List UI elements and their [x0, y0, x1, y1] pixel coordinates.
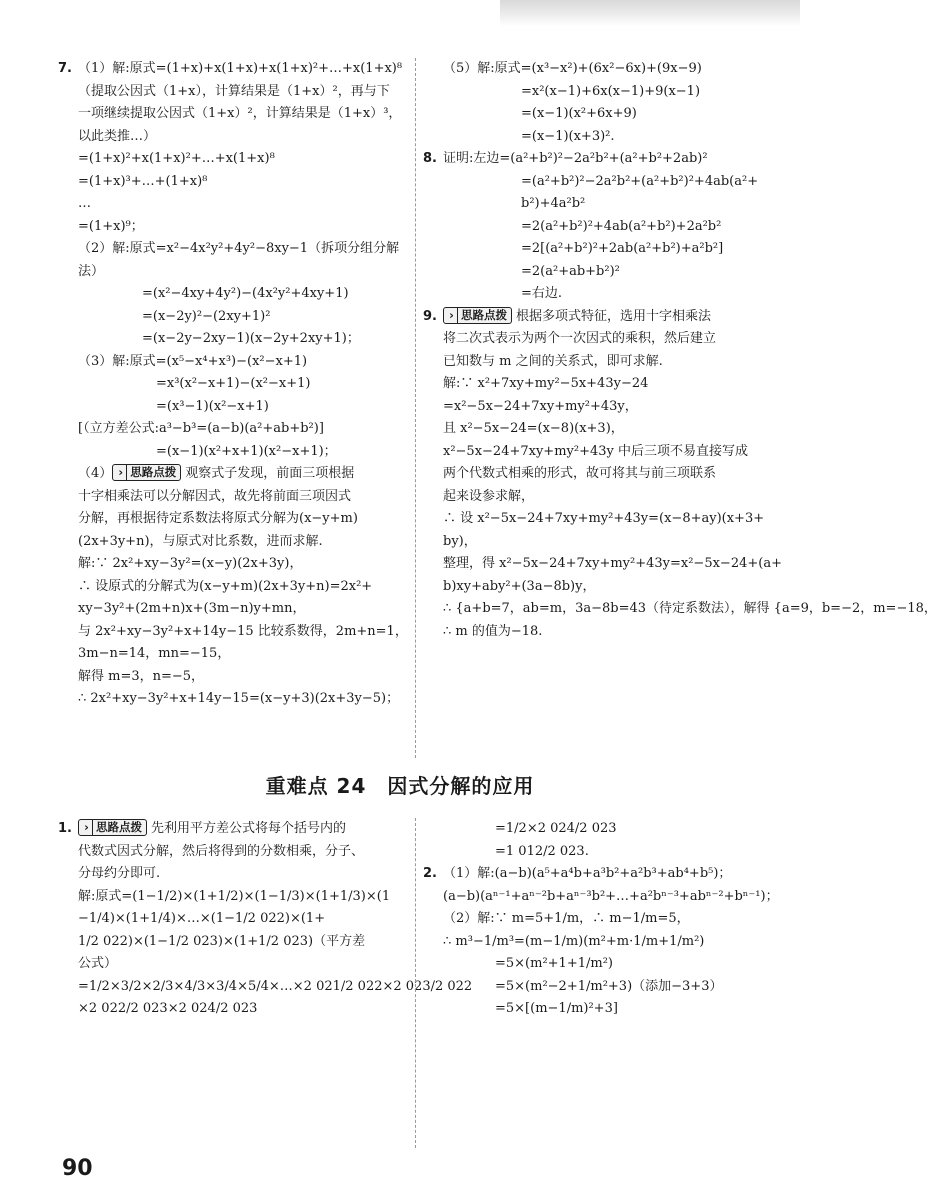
text-line	[425, 998, 785, 1021]
line-text: 两个代数式相乘的形式，故可将其与前三项联系	[443, 466, 717, 481]
text-line	[425, 238, 785, 261]
line-text: =1 012/2 023.	[495, 843, 589, 859]
line-text: =5×(m²+1+1/m²)	[495, 956, 613, 971]
text-line	[425, 863, 785, 886]
text-line	[425, 396, 785, 419]
line-text: 整理，得 x²−5x−24+7xy+my²+43y=x²−5x−24+(a+	[443, 556, 782, 571]
line-text: xy−3y²+(2m+n)x+(3m−n)y+mn，	[78, 601, 306, 616]
text-line	[425, 576, 785, 599]
line-text: 3m−n=14，mn=−15，	[78, 646, 231, 661]
line-text: 起来设参求解，	[443, 488, 535, 504]
problem-number: 2.	[423, 866, 437, 881]
line-text: =x²−5x−24+7xy+my²+43y，	[443, 398, 638, 414]
line-text: 已知数与 m 之间的关系式，即可求解.	[443, 353, 663, 369]
text-line	[425, 508, 785, 531]
chevron-right-icon: ›	[115, 465, 127, 480]
line-text: −1/4)×(1+1/4)×…×(1−1/2 022)×(1+	[78, 911, 326, 926]
bottom-column-divider	[415, 818, 416, 1148]
chevron-right-icon: ›	[446, 308, 458, 323]
line-text: 观察式子发现，前面三项根据	[185, 466, 355, 481]
line-text: =1/2×3/2×2/3×4/3×3/4×5/4×…×2 021/2 022×2 023/2 022	[78, 978, 473, 994]
text-line	[425, 463, 785, 486]
problem-number: 8.	[423, 151, 437, 166]
line-text: [（立方差公式:a³−b³=(a−b)(a²+ab+b²)]	[78, 421, 324, 436]
line-text: （4）	[78, 466, 113, 481]
problem-number: 1.	[58, 821, 72, 836]
text-line	[60, 998, 405, 1021]
text-line	[425, 373, 785, 396]
text-line	[425, 216, 785, 239]
text-line	[425, 58, 785, 81]
text-line	[60, 58, 405, 81]
text-line	[425, 531, 785, 554]
line-text: 分母约分即可.	[78, 866, 161, 881]
line-text: （1）解:原式=(1+x)+x(1+x)+x(1+x)²+…+x(1+x)⁸	[78, 61, 403, 76]
line-text: =2[(a²+b²)²+2ab(a²+b²)+a²b²]	[521, 241, 724, 256]
line-text: =(x−1)(x+3)².	[521, 128, 615, 144]
hint-tag	[78, 819, 147, 836]
line-text: 十字相乘法可以分解因式，故先将前面三项因式	[78, 488, 352, 504]
text-line	[60, 666, 405, 689]
text-line	[60, 81, 405, 104]
line-text: =(x³−1)(x²−x+1)	[156, 398, 269, 414]
line-text: （提取公因式（1+x），计算结果是（1+x）²，再与下	[78, 83, 390, 99]
line-text: 与 2x²+xy−3y²+x+14y−15 比较系数得，2m+n=1，	[78, 623, 408, 639]
line-text: …	[78, 196, 91, 211]
line-text: 根据多项式特征，选用十字相乘法	[516, 308, 712, 324]
line-text: =(a²+b²)²−2a²b²+(a²+b²)²+4ab(a²+	[521, 173, 759, 189]
hint-tag-label: 思路点拨	[96, 820, 142, 834]
line-text: 1/2 022)×(1−1/2 023)×(1+1/2 023)（平方差	[78, 933, 366, 949]
text-line	[425, 553, 785, 576]
line-text: =(x²−4xy+4y²)−(4x²y²+4xy+1)	[142, 286, 349, 301]
problem-number: 9.	[423, 308, 437, 324]
line-text: =2(a²+b²)²+4ab(a²+b²)+2a²b²	[521, 218, 722, 234]
line-text: =5×[(m−1/m)²+3]	[495, 1001, 618, 1016]
text-line	[60, 886, 405, 909]
text-line	[425, 283, 785, 306]
page-number: 90	[62, 1156, 93, 1181]
bottom-right-column	[425, 818, 785, 1021]
hint-tag	[112, 464, 181, 481]
line-text: （3）解:原式=(x⁵−x⁴+x³)−(x²−x+1)	[78, 353, 308, 369]
top-column-divider	[415, 58, 416, 758]
line-text: =(x−2y−2xy−1)(x−2y+2xy+1)；	[142, 331, 360, 346]
bottom-left-column	[58, 818, 473, 1021]
text-line	[425, 953, 785, 976]
text-line	[425, 976, 785, 999]
text-line	[425, 931, 785, 954]
text-line	[425, 908, 785, 931]
line-text: =(x−1)(x²+x+1)(x²−x+1)；	[156, 443, 337, 459]
line-text: 法）	[78, 263, 105, 279]
text-line	[60, 818, 405, 841]
text-line	[60, 171, 405, 194]
page-corner-shadow	[500, 0, 800, 26]
text-line	[425, 103, 785, 126]
text-line	[60, 621, 408, 644]
text-line	[425, 886, 785, 909]
top-right-column	[423, 58, 937, 643]
text-line	[60, 126, 405, 149]
text-line	[60, 441, 405, 464]
line-text: 代数式因式分解，然后将得到的分数相乘，分子、	[78, 843, 365, 859]
line-text: 解:原式=(1−1/2)×(1+1/2)×(1−1/3)×(1+1/3)×(1	[78, 888, 391, 904]
line-text: ×2 022/2 023×2 024/2 023	[78, 1001, 258, 1016]
text-line	[60, 238, 405, 261]
text-line	[60, 953, 405, 976]
line-text: 以此类推…）	[78, 128, 157, 144]
text-line	[60, 328, 405, 351]
text-line	[425, 306, 785, 329]
line-text: 分解，再根据待定系数法将原式分解为(x−y+m)	[78, 511, 358, 526]
line-text: ∴ {a+b=7，ab=m，3a−8b=43（待定系数法），解得 {a=9，b=−2，m=−18，	[443, 601, 937, 616]
line-text: ∴ 2x²+xy−3y²+x+14y−15=(x−y+3)(2x+3y−5)；	[78, 691, 400, 706]
text-line	[60, 463, 405, 486]
line-text: （1）解:(a−b)(a⁵+a⁴b+a³b²+a²b³+ab⁴+b⁵)；	[443, 866, 732, 881]
line-text: 一项继续提取公因式（1+x）²，计算结果是（1+x）³，	[78, 106, 402, 121]
line-text: （2）解:原式=x²−4x²y²+4y²−8xy−1（拆项分组分解	[78, 241, 400, 256]
text-line	[60, 283, 405, 306]
text-line	[425, 261, 785, 284]
text-line	[425, 841, 785, 864]
text-line	[60, 598, 405, 621]
text-line	[60, 193, 405, 216]
text-line	[425, 818, 785, 841]
line-text: x²−5x−24+7xy+my²+43y 中后三项不易直接写成	[443, 443, 748, 459]
chevron-right-icon: ›	[81, 820, 93, 835]
line-text: 证明:左边=(a²+b²)²−2a²b²+(a²+b²+2ab)²	[443, 151, 708, 166]
text-line	[425, 621, 785, 644]
text-line	[60, 486, 405, 509]
text-line	[425, 486, 785, 509]
line-text: ∴ 设 x²−5x−24+7xy+my²+43y=(x−8+ay)(x+3+	[443, 511, 765, 526]
text-line	[425, 418, 785, 441]
text-line	[60, 688, 405, 711]
line-text: (a−b)(aⁿ⁻¹+aⁿ⁻²b+aⁿ⁻³b²+…+a²bⁿ⁻³+abⁿ⁻²+bⁿ⁻¹)；	[443, 888, 779, 904]
line-text: （2）解:∵ m=5+1/m，∴ m−1/m=5，	[443, 911, 690, 926]
line-text: =(x−2y)²−(2xy+1)²	[142, 308, 271, 324]
line-text: ∴ m³−1/m³=(m−1/m)(m²+m·1/m+1/m²)	[443, 933, 705, 949]
text-line	[425, 351, 785, 374]
text-line	[60, 418, 405, 441]
line-text: =5×(m²−2+1/m²+3)（添加−3+3）	[495, 978, 723, 994]
line-text: by)，	[443, 533, 477, 549]
line-text: 公式）	[78, 956, 118, 971]
text-line	[60, 306, 405, 329]
line-text: =1/2×2 024/2 023	[495, 821, 617, 836]
text-line	[60, 841, 405, 864]
text-line	[60, 261, 405, 284]
hint-tag-label: 思路点拨	[461, 307, 507, 322]
line-text: 解:∵ 2x²+xy−3y²=(x−y)(2x+3y)，	[78, 556, 303, 571]
line-text: =(1+x)³+…+(1+x)⁸	[78, 173, 208, 189]
text-line	[425, 171, 785, 194]
line-text: =(1+x)⁹；	[78, 218, 144, 234]
text-line	[60, 576, 405, 599]
line-text: （5）解:原式=(x³−x²)+(6x²−6x)+(9x−9)	[443, 61, 702, 76]
text-line	[425, 441, 785, 464]
line-text: b²)+4a²b²	[521, 196, 586, 211]
text-line	[425, 598, 937, 621]
section-title: 重难点 24 因式分解的应用	[265, 774, 535, 798]
text-line	[60, 553, 405, 576]
text-line	[425, 81, 785, 104]
text-line	[60, 931, 405, 954]
line-text: 先利用平方差公式将每个括号内的	[151, 821, 347, 836]
text-line	[60, 103, 405, 126]
problem-number: 7.	[58, 61, 72, 76]
line-text: 解得 m=3，n=−5，	[78, 668, 205, 684]
text-line	[60, 863, 405, 886]
top-left-column	[58, 58, 408, 711]
line-text: =(1+x)²+x(1+x)²+…+x(1+x)⁸	[78, 151, 275, 166]
line-text: =x³(x²−x+1)−(x²−x+1)	[156, 376, 311, 391]
text-line	[425, 148, 785, 171]
text-line	[425, 328, 785, 351]
text-line	[425, 126, 785, 149]
line-text: =右边.	[521, 286, 563, 301]
text-line	[60, 373, 405, 396]
text-line	[60, 396, 405, 419]
text-line	[60, 908, 405, 931]
line-text: 解:∵ x²+7xy+my²−5x+43y−24	[443, 376, 649, 391]
text-line	[60, 351, 405, 374]
hint-tag-label: 思路点拨	[130, 465, 177, 479]
hint-tag	[443, 307, 512, 324]
text-line	[60, 976, 473, 999]
line-text: 且 x²−5x−24=(x−8)(x+3)，	[443, 421, 624, 436]
line-text: ∴ m 的值为−18.	[443, 623, 543, 639]
text-line	[425, 193, 785, 216]
line-text: =2(a²+ab+b²)²	[521, 263, 620, 279]
text-line	[60, 148, 405, 171]
text-line	[60, 531, 405, 554]
line-text: (2x+3y+n)，与原式对比系数，进而求解.	[78, 533, 323, 549]
text-line	[60, 216, 405, 239]
line-text: =x²(x−1)+6x(x−1)+9(x−1)	[521, 83, 701, 99]
text-line	[60, 643, 405, 666]
text-line	[60, 508, 405, 531]
line-text: =(x−1)(x²+6x+9)	[521, 106, 637, 121]
line-text: b)xy+aby²+(3a−8b)y，	[443, 578, 596, 594]
line-text: ∴ 设原式的分解式为(x−y+m)(2x+3y+n)=2x²+	[78, 578, 373, 594]
line-text: 将二次式表示为两个一次因式的乘积，然后建立	[443, 331, 717, 346]
